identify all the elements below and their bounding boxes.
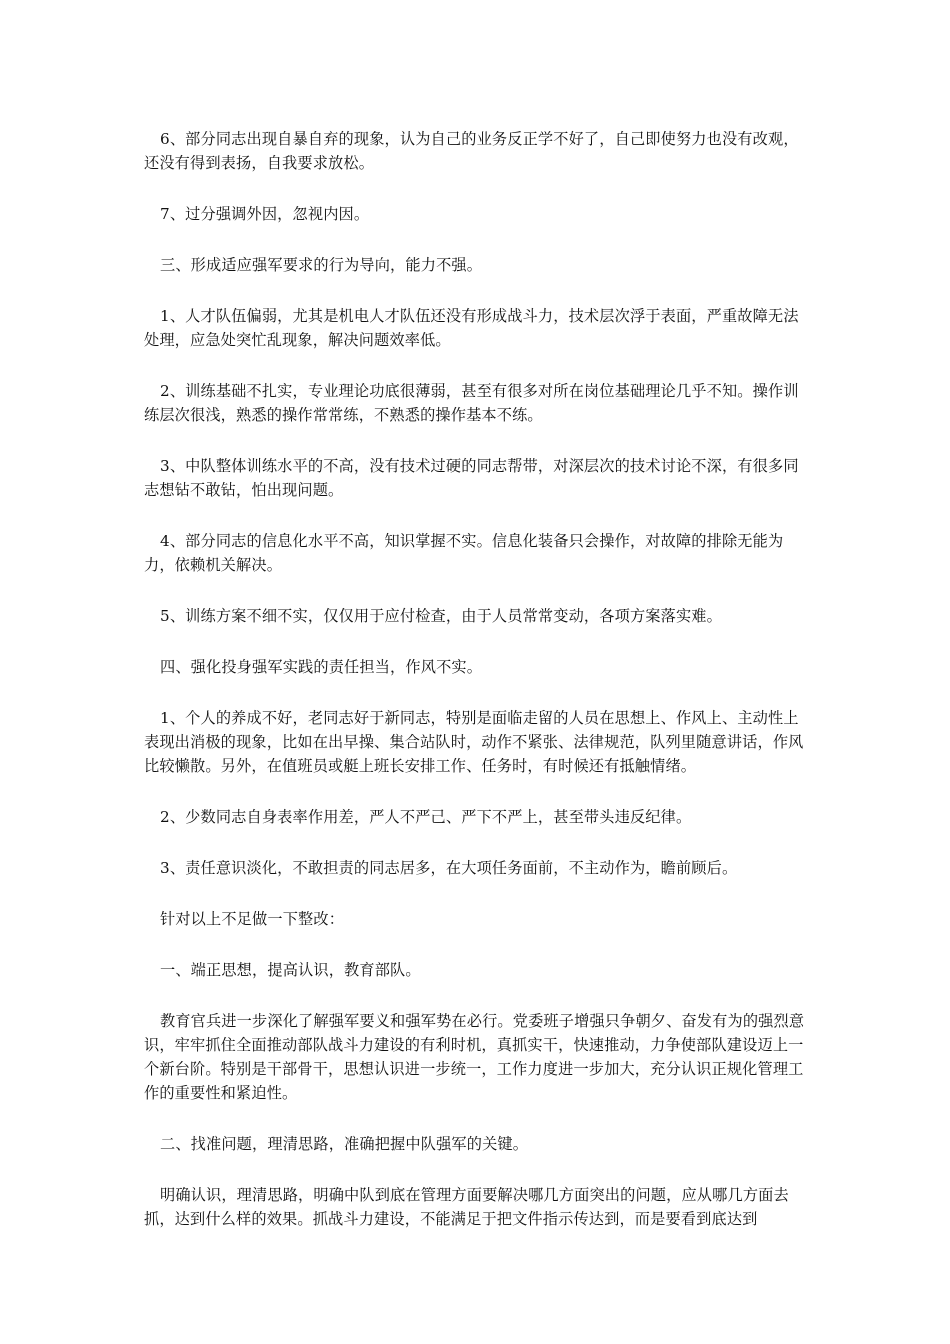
paragraph-item-2-role-model: 2、少数同志自身表率作用差，严人不严己、严下不严上，甚至带头违反纪律。 bbox=[160, 808, 692, 826]
paragraph-item-6-attitude: 6、部分同志出现自暴自弃的现象，认为自己的业务反正学不好了，自己即使努力也没有改观，还没有得到表扬，自我要求放松。 bbox=[144, 130, 799, 172]
rectification-paragraph-2: 明确认识，理清思路，明确中队到底在管理方面要解决哪几方面突出的问题，应从哪几方面去抓，达到什么样的效果。抓战斗力建设，不能满足于把文件指示传达到，而是要看到底达到 bbox=[144, 1186, 789, 1228]
rectification-heading-1: 一、端正思想，提高认识，教育部队。 bbox=[160, 961, 421, 979]
paragraph-item-2-training-basics: 2、训练基础不扎实，专业理论功底很薄弱，甚至有很多对所在岗位基础理论几乎不知。操作训练层次很浅，熟悉的操作常常练，不熟悉的操作基本不练。 bbox=[144, 382, 799, 424]
paragraph-item-4-information: 4、部分同志的信息化水平不高，知识掌握不实。信息化装备只会操作，对故障的排除无能为力，依赖机关解决。 bbox=[144, 532, 784, 574]
rectification-intro: 针对以上不足做一下整改： bbox=[160, 910, 345, 928]
paragraph-item-3-responsibility: 3、责任意识淡化，不敢担责的同志居多，在大项任务面前，不主动作为，瞻前顾后。 bbox=[160, 859, 738, 877]
document-body bbox=[144, 127, 812, 1258]
section-heading-3: 三、形成适应强军要求的行为导向，能力不强。 bbox=[160, 256, 483, 274]
rectification-heading-2: 二、找准问题，理清思路，准确把握中队强军的关键。 bbox=[160, 1135, 529, 1153]
paragraph-item-1-habits: 1、个人的养成不好，老同志好于新同志，特别是面临走留的人员在思想上、作风上、主动性上表现出消极的现象，比如在出早操、集合站队时，动作不紧张、法律规范，队列里随意讲话，作风比较懒散。另外，在值班员或艇上班长安排工作、任务时，有时候还有抵触情绪。 bbox=[144, 709, 804, 775]
paragraph-item-7-external-factors: 7、过分强调外因，忽视内因。 bbox=[160, 205, 370, 223]
paragraph-item-1-talent: 1、人才队伍偏弱，尤其是机电人才队伍还没有形成战斗力，技术层次浮于表面，严重故障无法处理，应急处突忙乱现象，解决问题效率低。 bbox=[144, 307, 799, 349]
rectification-paragraph-1: 教育官兵进一步深化了解强军要义和强军势在必行。党委班子增强只争朝夕、奋发有为的强烈意识，牢牢抓住全面推动部队战斗力建设的有利时机，真抓实干，快速推动，力争使部队建设迈上一个新台阶。特别是干部骨干，思想认识进一步统一，工作力度进一步加大，充分认识正规化管理工作的重要性和紧迫性。 bbox=[144, 1012, 805, 1102]
paragraph-item-5-training-plan: 5、训练方案不细不实，仅仅用于应付检查，由于人员常常变动，各项方案落实难。 bbox=[160, 607, 722, 625]
paragraph-item-3-team-level: 3、中队整体训练水平的不高，没有技术过硬的同志帮带，对深层次的技术讨论不深，有很多同志想钻不敢钻，怕出现问题。 bbox=[144, 457, 799, 499]
section-heading-4: 四、强化投身强军实践的责任担当，作风不实。 bbox=[160, 658, 483, 676]
